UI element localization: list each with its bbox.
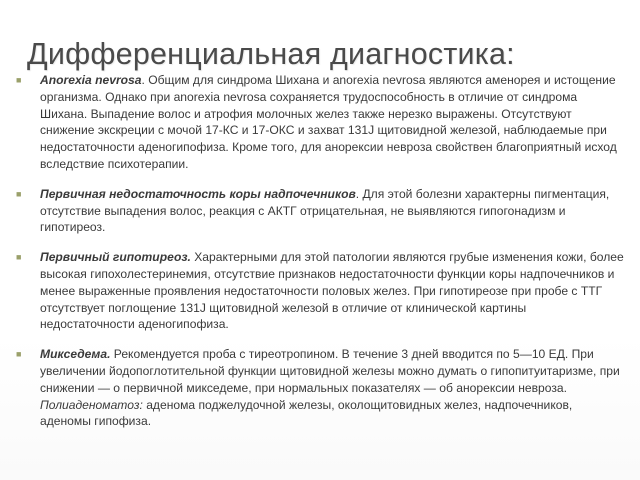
item-text-after: аденома поджелудочной железы, околощитовидных желез, надпочечников, аденомы гипофиза. [40, 397, 573, 429]
list-item-myxedema [14, 346, 624, 430]
bullet-icon: ■ [16, 75, 22, 85]
item-term: Anorexia nevrosa [40, 73, 142, 87]
item-term: Первичная недостаточность коры надпочечников [40, 186, 356, 201]
bullet-icon: ■ [16, 188, 22, 199]
bullet-icon: ■ [16, 252, 22, 263]
list-item-anorexia [14, 72, 624, 173]
list-item-hypothyroid [14, 249, 624, 333]
item-text: Рекомендуется проба с тиреотропином. В течение 3 дней вводится по 5—10 ЕД. При увеличении йодопоглотительной функции щитовидной железы можно думать о гипопитуитаризме, при снижении — о первичной микседеме, при нормальных показателях — об анорексии невроза. [40, 347, 620, 395]
bullet-icon: ■ [16, 349, 22, 360]
slide-body [14, 72, 624, 430]
slide-title: Дифференциальная диагностика: [27, 37, 515, 71]
item-text: . Общим для синдрома Шихана и anorexia nevrosa являются аменорея и истощение организма. Однако при anorexia nevrosa сохраняется трудоспособность в отличие от синдрома Шихана. Выпадение волос и атрофия молочных желез также нерезко выражены. Отсутствуют снижение экскреции с мочой 17-КС и 17-ОКС и захват 131J щитовидной железой, наблюдаемые при недостаточности аденогипофиза. Кроме того, для анорексии невроза свойствен благоприятный исход вследствие психотерапии. [40, 73, 617, 171]
item-italic-term: Полиаденоматоз: [40, 397, 143, 412]
item-text: Характерными для этой патологии являются грубые изменения кожи, более высокая гипохолестеринемия, отсутствие признаков недостаточности функции коры надпочечников и менее выраженные проявления недостаточности половых желез. При гипотиреозе при пробе с ТТГ отсутствует поглощение 131J щитовидной железой в отличие от клинической картины недостаточности аденогипофиза. [40, 250, 624, 332]
item-term: Микседема. [40, 347, 111, 362]
item-term: Первичный гипотиреоз. [40, 250, 191, 265]
list-item-adrenal [14, 186, 624, 236]
item-text: . Для этой болезни характерны пигментация, отсутствие выпадения волос, реакция с АКТГ отрицательная, не выявляются гипогонадизм и гипотиреоз. [40, 186, 610, 235]
